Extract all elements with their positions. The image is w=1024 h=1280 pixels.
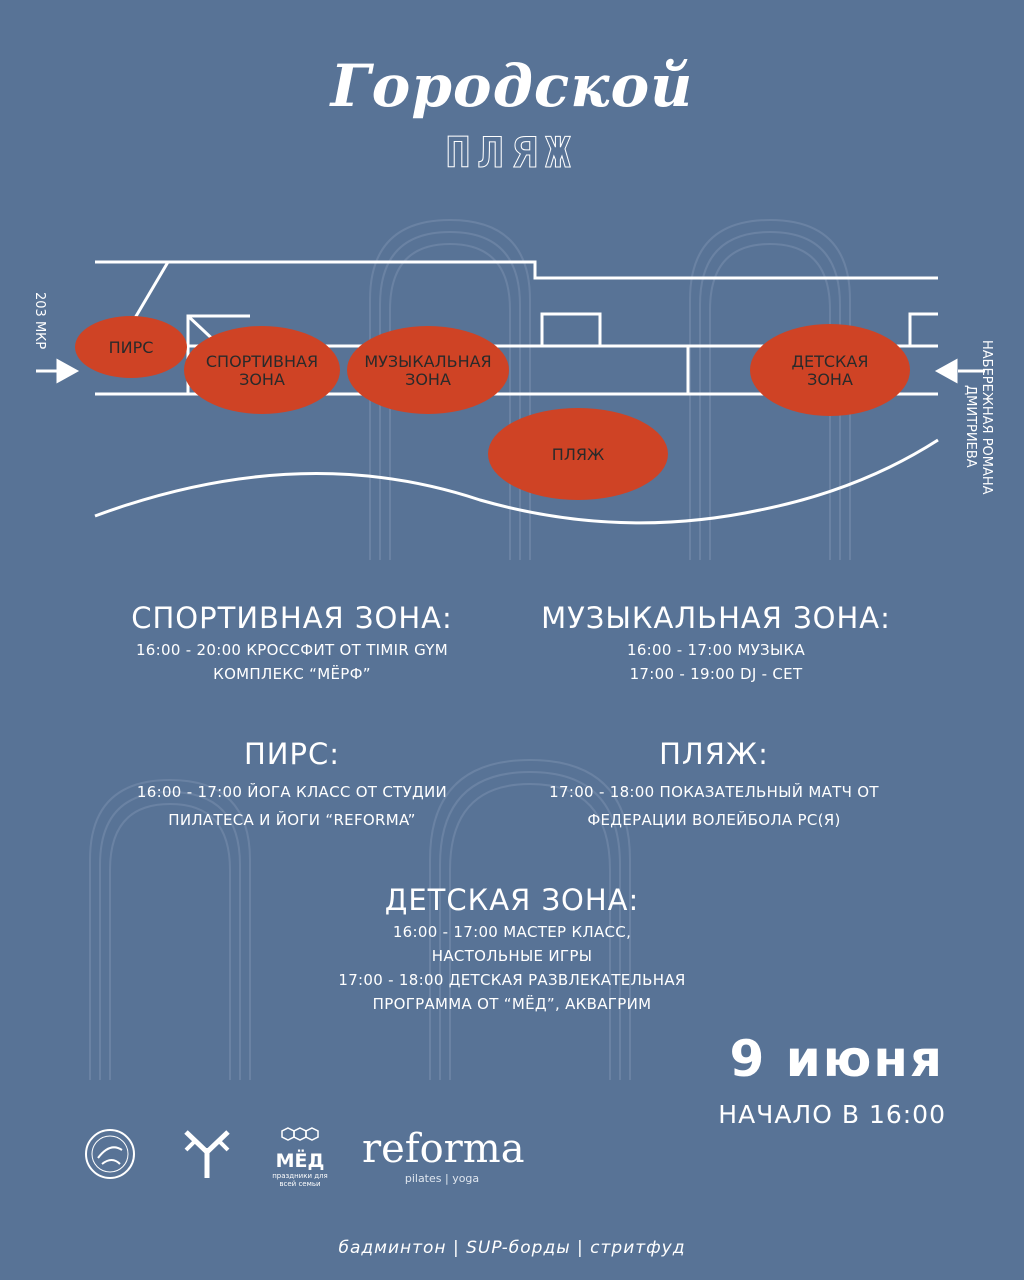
schedule-pier-line: 16:00 - 17:00 ЙОГА КЛАСС ОТ СТУДИИ [136, 783, 448, 801]
map-boundary-top [95, 262, 938, 278]
med-logo-subtitle: праздники для всей семьи [272, 1172, 328, 1188]
zone-sport-label-2: ЗОНА [239, 370, 285, 389]
timir-gym-logo-icon [182, 1128, 232, 1180]
event-date: 9 июня [729, 1030, 944, 1088]
schedule-music-line: 17:00 - 19:00 DJ - СЕТ [629, 665, 803, 683]
med-logo-name: МЁД [275, 1150, 325, 1172]
event-start: НАЧАЛО В 16:00 [718, 1100, 946, 1129]
reforma-logo [362, 1126, 525, 1185]
zone-kids [750, 324, 910, 416]
map-building-3 [910, 314, 938, 346]
schedule-kids-line: 17:00 - 18:00 ДЕТСКАЯ РАЗВЛЕКАТЕЛЬНАЯ [338, 971, 686, 989]
schedule-music-line: 16:00 - 17:00 МУЗЫКА [626, 641, 806, 659]
schedule-kids [262, 880, 762, 1016]
schedule-sport-line: КОМПЛЕКС “МЁРФ” [213, 665, 371, 683]
logo-subtitle: ПЛЯЖ [445, 128, 579, 177]
schedule-kids-line: НАСТОЛЬНЫЕ ИГРЫ [431, 947, 593, 965]
logo-title: Городской [330, 52, 694, 120]
map-left-label: 203 МКР [32, 292, 47, 350]
reforma-logo-name: reforma [362, 1126, 525, 1172]
schedule-beach-title: ПЛЯЖ: [659, 737, 769, 771]
schedule-kids-title: ДЕТСКАЯ ЗОНА: [384, 883, 640, 917]
map-building-2 [542, 314, 600, 346]
arrow-left-icon [938, 361, 956, 381]
honeycomb-icon [280, 1126, 320, 1146]
schedule-sport-line: 16:00 - 20:00 КРОССФИТ ОТ TIMIR GYM [135, 641, 449, 659]
zone-sport [184, 326, 340, 414]
map-pier-line [135, 262, 168, 318]
schedule-kids-line: 16:00 - 17:00 МАСТЕР КЛАСС, [392, 923, 632, 941]
reforma-logo-subtitle: pilates | yoga [404, 1172, 480, 1185]
arrow-right-icon [58, 361, 76, 381]
med-logo [268, 1126, 332, 1188]
venue-map [0, 200, 1024, 530]
zone-sport-label-1: СПОРТИВНАЯ [205, 352, 319, 371]
map-right-label-1: НАБЕРЕЖНАЯ РОМАНА [979, 340, 994, 495]
schedule-kids-line: ПРОГРАММА ОТ “МЁД”, АКВАГРИМ [372, 995, 652, 1013]
zone-pier [75, 316, 187, 378]
schedule-pier-title: ПИРС: [243, 737, 340, 771]
zone-beach [488, 408, 668, 500]
schedule-music-title: МУЗЫКАЛЬНАЯ ЗОНА: [541, 601, 891, 635]
zone-kids-label-2: ЗОНА [807, 370, 853, 389]
schedule-pier [80, 734, 504, 834]
zone-music-label-1: МУЗЫКАЛЬНАЯ [364, 352, 492, 371]
schedule-sport-title: СПОРТИВНАЯ ЗОНА: [131, 601, 453, 635]
schedule-beach-line: ФЕДЕРАЦИИ ВОЛЕЙБОЛА РС(Я) [587, 811, 841, 829]
zone-music [347, 326, 509, 414]
zone-kids-label-1: ДЕТСКАЯ [791, 352, 869, 371]
zone-beach-label: ПЛЯЖ [551, 445, 605, 464]
schedule-pier-line: ПИЛАТЕСА И ЙОГИ “REFORMA” [168, 811, 416, 829]
schedule-music [504, 598, 928, 686]
schedule-beach [502, 734, 926, 834]
zone-pier-label: ПИРС [108, 338, 154, 357]
zone-music-label-2: ЗОНА [405, 370, 451, 389]
map-right-label-2: ДМИТРИЕВА [963, 385, 978, 468]
schedule-sport [80, 598, 504, 686]
schedule-beach-line: 17:00 - 18:00 ПОКАЗАТЕЛЬНЫЙ МАТЧ ОТ [549, 783, 879, 801]
footer-activities: бадминтон | SUP-борды | стритфуд [338, 1238, 686, 1258]
volleyball-federation-logo-icon [84, 1128, 136, 1180]
